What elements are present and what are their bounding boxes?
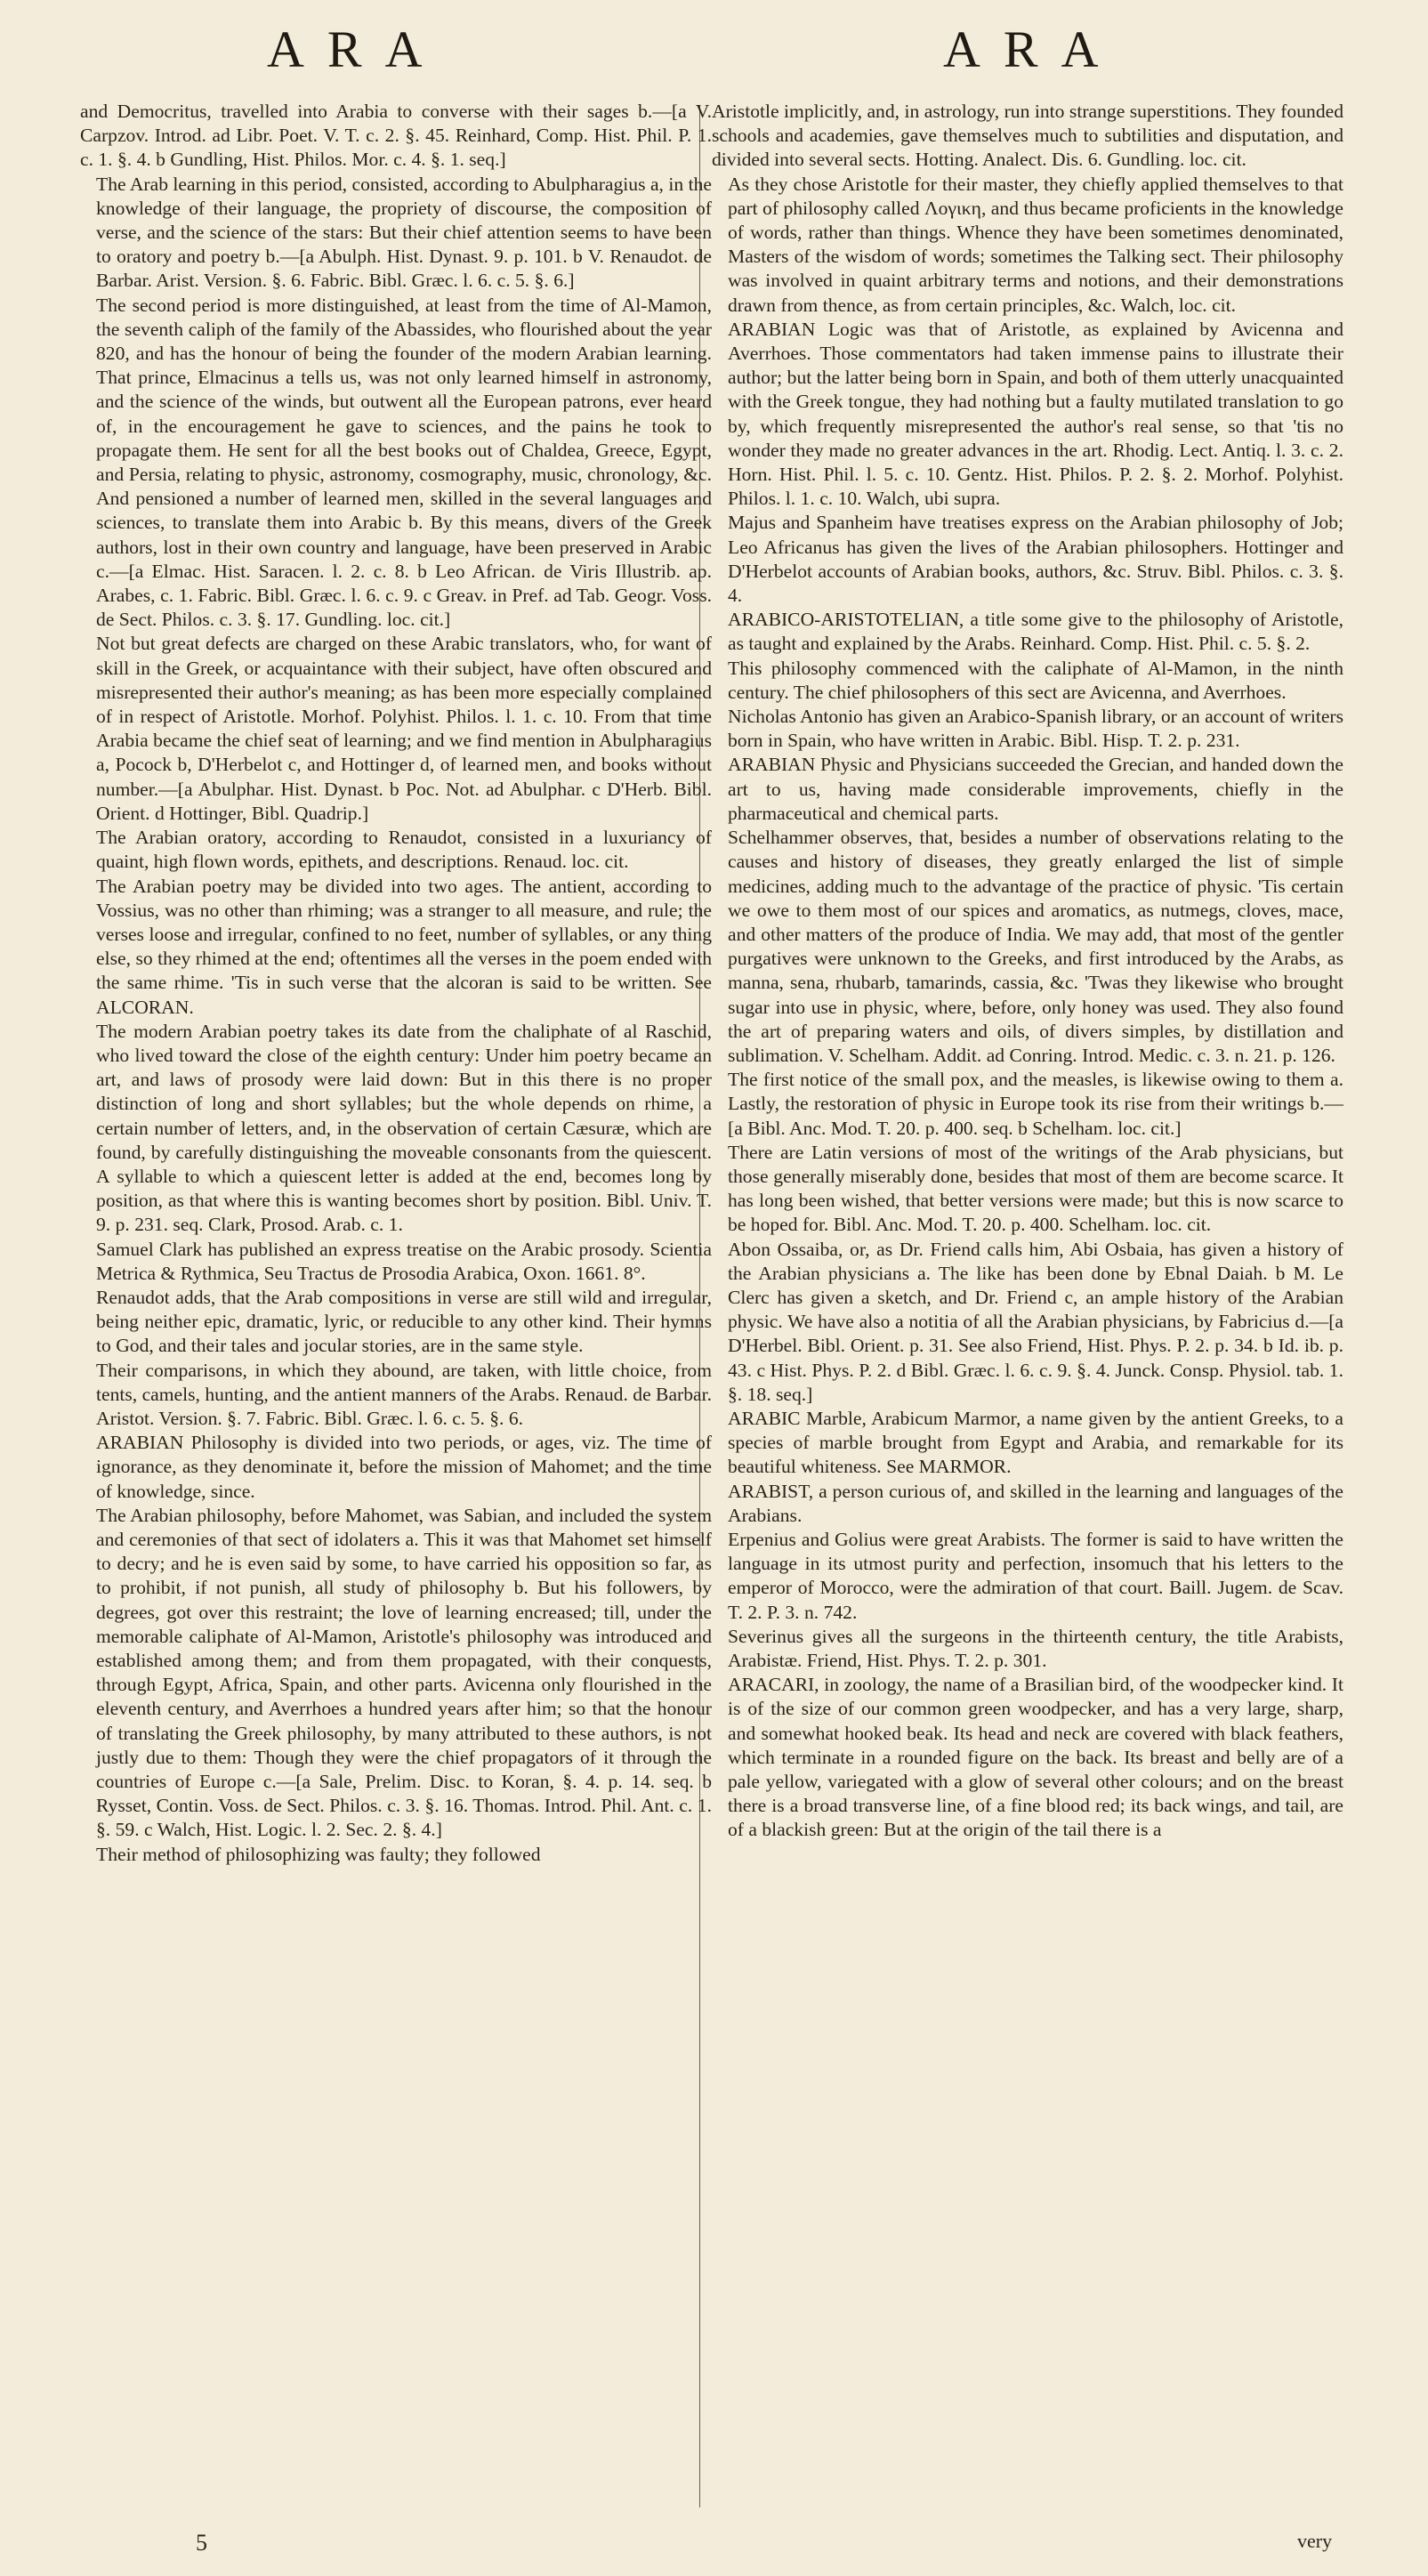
catchword: very	[1297, 2530, 1333, 2552]
paragraph: The modern Arabian poetry takes its date from the chaliphate of al Raschid, who lived toward the close of the eighth century: Under him poetry became an art, and laws of prosody were laid down: But in this there is no proper distinction of long and short syllables; but the whole depends on rhime, a certain number of letters, and, in the observation of certain Cæsuræ, which are found, by carefully distinguishing the moveable consonants from the quiescent. A syllable to which a quiescent letter is added at the end, becomes long by position, as that where this is wanting becomes short by position. Bibl. Univ. T. 9. p. 231. seq. Clark, Prosod. Arab. c. 1.	[96, 1020, 712, 1236]
paragraph: Their method of philosophizing was faulty; they followed	[96, 1843, 541, 1865]
paragraph: The Arabian oratory, according to Renaudot, consisted in a luxuriancy of quaint, high flown words, epithets, and descriptions. Renaud. loc. cit.	[96, 827, 712, 873]
dictionary-entry: ARACARI, in zoology, the name of a Brasilian bird, of the woodpecker kind. It is of the size of our common green woodpecker, and has a very large, sharp, and somewhat hooked beak. Its head and neck are covered with black feathers, which terminate in a rounded figure on the back. Its breast and belly are of a pale yellow, variegated with a glow of several other colours; and on the breast there is a broad transverse line, of a fine blood red; its back wings, and tail, are of a blackish green: But at the origin of the tail there is a	[728, 1674, 1343, 1841]
paragraph: As they chose Aristotle for their master, they chiefly applied themselves to that part of philosophy called Λογικη, and thus became proficients in the knowledge of words, rather than things. Whence they have been sometimes denominated, Masters of the wisdom of words; sometimes the Talking sect. Their philosophy was involved in quaint arbitrary terms and notions, and their demonstrations drawn from thence, as from certain principles, &c. Walch, loc. cit.	[728, 173, 1343, 316]
paragraph: Renaudot adds, that the Arab compositions in verse are still wild and irregular, being neither epic, dramatic, lyric, or reducible to any other kind. Their hymns to God, and their tales and jocular stories, are in the same style.	[96, 1286, 712, 1357]
paragraph: Schelhammer observes, that, besides a number of observations relating to the causes and history of diseases, they greatly enlarged the list of simple medicines, adding much to the advantage of the practice of physic. 'Tis certain we owe to them most of our spices and aromatics, as nutmegs, cloves, mace, and other matters of the produce of India. We may add, that most of the gentler purgatives were unknown to the Greeks, and first introduced by the Arabs, as manna, sena, rhubarb, tamarinds, cassia, &c. 'Twas they likewise who brought sugar into use in physic, where, before, only honey was used. They also found the art of preparing waters and oils, of divers simples, by distillation and sublimation. V. Schelham. Addit. ad Conring. Introd. Medic. c. 3. n. 21. p. 126.	[728, 827, 1343, 1066]
right-column	[712, 100, 1343, 1843]
paragraph: Severinus gives all the surgeons in the thirteenth century, the title Arabists, Arabistæ. Friend, Hist. Phys. T. 2. p. 301.	[728, 1625, 1343, 1671]
paragraph: Their comparisons, in which they abound, are taken, with little choice, from tents, camels, hunting, and the antient manners of the Arabs. Renaud. de Barbar. Aristot. Version. §. 7. Fabric. Bibl. Græc. l. 6. c. 5. §. 6.	[96, 1359, 713, 1429]
paragraph: The first notice of the small pox, and the measles, is likewise owing to them a. Lastly, the restoration of physic in Europe took its rise from their writings b.—[a Bibl. Anc. Mod. T. 20. p. 400. seq. b Schelham. loc. cit.]	[728, 1069, 1343, 1139]
paragraph: Abon Ossaiba, or, as Dr. Friend calls him, Abi Osbaia, has given a history of the Arabian physicians a. The like has been done by Ebnal Daiah. b M. Le Clerc has given a sketch, and Dr. Friend c, an ample history of the Arabian physic. We have also a notitia of all the Arabian physicians, by Fabricius d.—[a D'Herbel. Bibl. Orient. p. 31. See also Friend, Hist. Phys. P. 2. p. 34. b Id. ib. p. 43. c Hist. Phys. P. 2. d Bibl. Græc. l. 6. c. 9. §. 4. Junck. Consp. Physiol. tab. 1. §. 18. seq.]	[728, 1238, 1343, 1405]
left-column	[80, 100, 712, 1867]
paragraph: The Arabian philosophy, before Mahomet, was Sabian, and included the system and ceremonies of that sect of idolaters a. This it was that Mahomet set himself to decry; and he is even said by some, to have carried his opposition so far, as to prohibit, if not punish, all study of philosophy b. But his followers, by degrees, got over this restraint; the love of learning encreased; till, under the memorable caliphate of Al-Mamon, Aristotle's philosophy was introduced and established among them; and from them propagated, with their conquests, through Egypt, Africa, Spain, and other parts. Avicenna only flourished in the eleventh century, and Averrhoes a hundred years after him; so that the honour of translating the Greek philosophy, by many attributed to these authors, is not justly due to them: Though they were the chief propagators of it through the countries of Europe c.—[a Sale, Prelim. Disc. to Koran, §. 4. p. 14. seq. b Rysset, Contin. Voss. de Sect. Philos. c. 3. §. 16. Thomas. Introd. Phil. Ant. c. 1. §. 59. c Walch, Hist. Logic. l. 2. Sec. 2. §. 4.]	[96, 1504, 712, 1841]
paragraph: Majus and Spanheim have treatises express on the Arabian philosophy of Job; Leo Africanus has given the lives of the Arabian philosophers. Hottinger and D'Herbelot accounts of Arabian books, authors, &c. Struv. Bibl. Philos. c. 3. §. 4.	[728, 512, 1343, 607]
paragraph: This philosophy commenced with the caliphate of Al-Mamon, in the ninth century. The chief philosophers of this sect are Avicenna, and Averrhoes.	[728, 657, 1343, 703]
paragraph: Erpenius and Golius were great Arabists. The former is said to have written the language in its utmost purity and perfection, insomuch that his letters to the emperor of Morocco, were the admiration of that court. Baill. Jugem. de Scav. T. 2. P. 3. n. 742.	[728, 1528, 1343, 1623]
paragraph: Aristotle implicitly, and, in astrology, run into strange superstitions. They founded schools and academies, gave themselves much to subtilities and disputation, and divided into several sects. Hotting. Analect. Dis. 6. Gundling. loc. cit.	[712, 101, 1343, 171]
dictionary-entry: ARABICO-ARISTOTELIAN, a title some give to the philosophy of Aristotle, as taught and explained by the Arabs. Reinhard. Comp. Hist. Phil. c. 5. §. 2.	[728, 609, 1343, 655]
paragraph: Samuel Clark has published an express treatise on the Arabic prosody. Scientia Metrica & Rythmica, Seu Tractus de Prosodia Arabica, Oxon. 1661. 8°.	[96, 1238, 712, 1284]
dictionary-entry: ARABIAN Logic was that of Aristotle, as explained by Avicenna and Averrhoes. Those commentators had taken immense pains to illustrate their author; but the latter being born in Spain, and both of them utterly unacquainted with the Greek tongue, they had nothing but a faulty mutilated translation to go by, which frequently misrepresented the author's real sense, so that 'tis no wonder they made no greater advances in the art. Rhodig. Lect. Antiq. l. 3. c. 2. Horn. Hist. Phil. l. 5. c. 10. Gentz. Hist. Philos. P. 2. §. 2. Morhof. Polyhist. Philos. l. 1. c. 10. Walch, ubi supra.	[728, 318, 1343, 510]
running-head-left: ARA	[267, 20, 446, 78]
paragraph: and Democritus, travelled into Arabia to converse with their sages b.—[a V. Carpzov. Introd. ad Libr. Poet. V. T. c. 2. §. 45. Reinhard, Comp. Hist. Phil. P. 1. c. 1. §. 4. b Gundling, Hist. Philos. Mor. c. 4. §. 1. seq.]	[80, 101, 712, 171]
dictionary-entry: ARABIC Marble, Arabicum Marmor, a name given by the antient Greeks, to a species of marble brought from Egypt and Arabia, and remarkable for its beautiful whiteness. See MARMOR.	[728, 1407, 1343, 1478]
running-head-right: ARA	[943, 20, 1122, 78]
paragraph: Nicholas Antonio has given an Arabico-Spanish library, or an account of writers born in Spain, who have written in Arabic. Bibl. Hisp. T. 2. p. 231.	[728, 706, 1343, 752]
page-number: 5	[196, 2530, 207, 2556]
paragraph: The Arab learning in this period, consisted, according to Abulpharagius a, in the knowledge of their language, the propriety of discourse, the composition of verse, and the science of the stars: But their chief attention seems to have been to oratory and poetry b.—[a Abulph. Hist. Dynast. 9. p. 101. b V. Renaudot. de Barbar. Arist. Version. §. 6. Fabric. Bibl. Græc. l. 6. c. 5. §. 6.]	[96, 173, 712, 292]
dictionary-entry: ARABIST, a person curious of, and skilled in the learning and languages of the Arabians.	[728, 1480, 1343, 1526]
paragraph: Not but great defects are charged on these Arabic translators, who, for want of skill in the Greek, or acquaintance with their subject, have often obscured and misrepresented their author's meaning; as has been more especially complained of in respect of Aristotle. Morhof. Polyhist. Philos. l. 1. c. 10. From that time Arabia became the chief seat of learning; and we find mention in Abulpharagius a, Pocock b, D'Herbelot c, and Hottinger d, of learned men, and books without number.—[a Abulphar. Hist. Dynast. b Poc. Not. ad Abulphar. c D'Herb. Bibl. Orient. d Hottinger, Bibl. Quadrip.]	[96, 633, 712, 824]
dictionary-entry: ARABIAN Physic and Physicians succeeded the Grecian, and handed down the art to us, having made considerable improvements, chiefly in the pharmaceutical and chemical parts.	[728, 754, 1343, 824]
paragraph: The Arabian poetry may be divided into two ages. The antient, according to Vossius, was no other than rhiming; was a stranger to all measure, and rule; the verses loose and irregular, confined to no feet, number of syllables, or any thing else, so they rhimed at the end; oftentimes all the verses in the poem ended with the same rhime. 'Tis in such verse that the alcoran is said to be written. See ALCORAN.	[96, 875, 712, 1018]
paragraph: There are Latin versions of most of the writings of the Arab physicians, but those generally miserably done, besides that most of them are become scarce. It has long been wished, that better versions were made; but this is now scarce to be hoped for. Bibl. Anc. Mod. T. 20. p. 400. Schelham. loc. cit.	[728, 1141, 1343, 1236]
paragraph: The second period is more distinguished, at least from the time of Al-Mamon, the seventh caliph of the family of the Abassides, who flourished about the year 820, and has the honour of being the founder of the modern Arabian learning. That prince, Elmacinus a tells us, was not only learned himself in astronomy, and the science of the winds, but outwent all the European patrons, ever heard of, in the encouragement he gave to sciences, and the pains he took to propagate them. He sent for all the best books out of Chaldea, Greece, Egypt, and Persia, relating to physic, astronomy, cosmography, music, chronology, &c. And pensioned a number of learned men, skilled in the several languages and sciences, to translate them into Arabic b. By this means, divers of the Greek authors, lost in their own country and language, have been preserved in Arabic c.—[a Elmac. Hist. Saracen. l. 2. c. 8. b Leo African. de Viris Illustrib. ap. Arabes, c. 1. Fabric. Bibl. Græc. l. 6. c. 9. c Greav. in Pref. ad Tab. Geogr. Voss. de Sect. Philos. c. 3. §. 17. Gundling. loc. cit.]	[96, 294, 712, 631]
dictionary-entry: ARABIAN Philosophy is divided into two periods, or ages, viz. The time of ignorance, as they denominate it, before the mission of Mahomet; and the time of knowledge, since.	[96, 1432, 712, 1502]
